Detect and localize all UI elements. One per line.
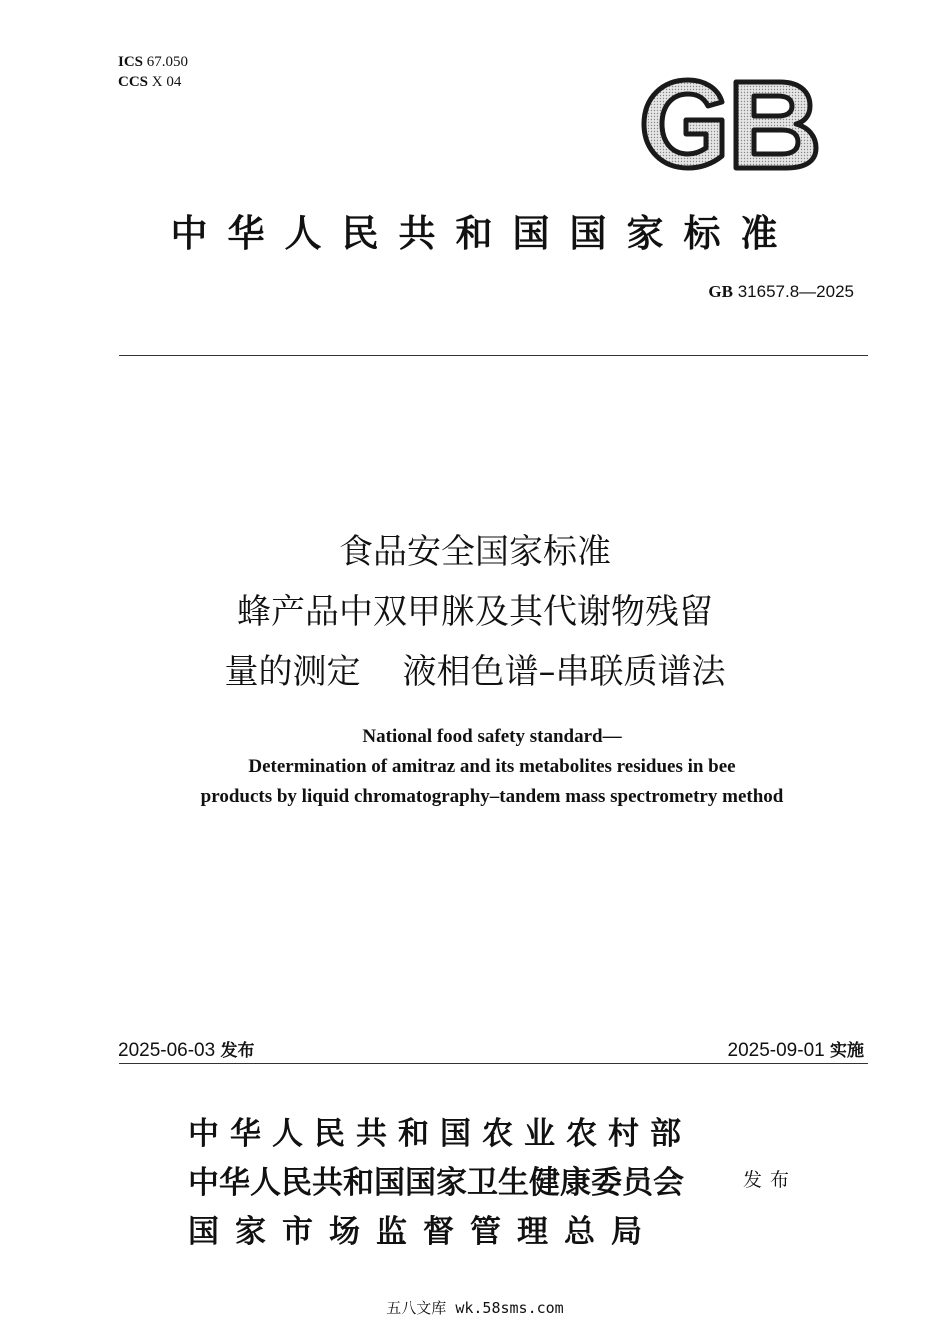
cn-title-line-1: 食品安全国家标准 (339, 532, 611, 572)
national-standard-heading: 中华人民共和国国家标准 (170, 212, 798, 255)
classification-codes (118, 52, 188, 92)
implementation-date (728, 1036, 864, 1062)
ics-value: 67.050 (146, 54, 189, 70)
en-title-line-3: products by liquid chromatography–tandem mass spectrometry method (200, 786, 784, 807)
ics-label: ICS (118, 54, 144, 70)
standard-prefix: GB (708, 282, 733, 301)
en-title-line-1: National food safety standard— (362, 726, 622, 747)
cn-title-line-2: 蜂产品中双甲脒及其代谢物残留 (237, 592, 713, 632)
issue-date (118, 1036, 254, 1062)
english-title (0, 722, 950, 812)
implementation-date-value: 2025-09-01 (727, 1040, 825, 1061)
standard-number (708, 282, 854, 302)
issue-date-value: 2025-06-03 (118, 1040, 216, 1061)
implementation-date-word: 实施 (830, 1041, 864, 1061)
issuer-market-regulation: 国家市场监督管理总局 (188, 1214, 658, 1250)
footer-watermark: 五八文库 wk.58sms.com (386, 1299, 564, 1317)
cn-title-line-3a: 量的测定 (224, 652, 361, 692)
publish-label: 发布 (743, 1169, 798, 1191)
cn-title-line-3 (0, 642, 950, 702)
ccs-value: X 04 (151, 74, 182, 90)
ccs-label: CCS (118, 74, 149, 90)
chinese-title (0, 522, 950, 702)
bottom-divider (119, 1063, 868, 1064)
issuer-ministry-agriculture: 中华人民共和国农业农村部 (188, 1116, 692, 1152)
top-divider (119, 355, 868, 356)
standard-code: 31657.8—2025 (737, 282, 854, 301)
issuer-health-commission: 中华人民共和国国家卫生健康委员会 (188, 1165, 684, 1201)
en-title-line-2: Determination of amitraz and its metabolites residues in bee (248, 756, 736, 777)
cn-title-line-3b: 液相色谱–串联质谱法 (402, 652, 726, 692)
issue-date-word: 发布 (220, 1041, 255, 1061)
gb-logo-icon (638, 76, 820, 172)
